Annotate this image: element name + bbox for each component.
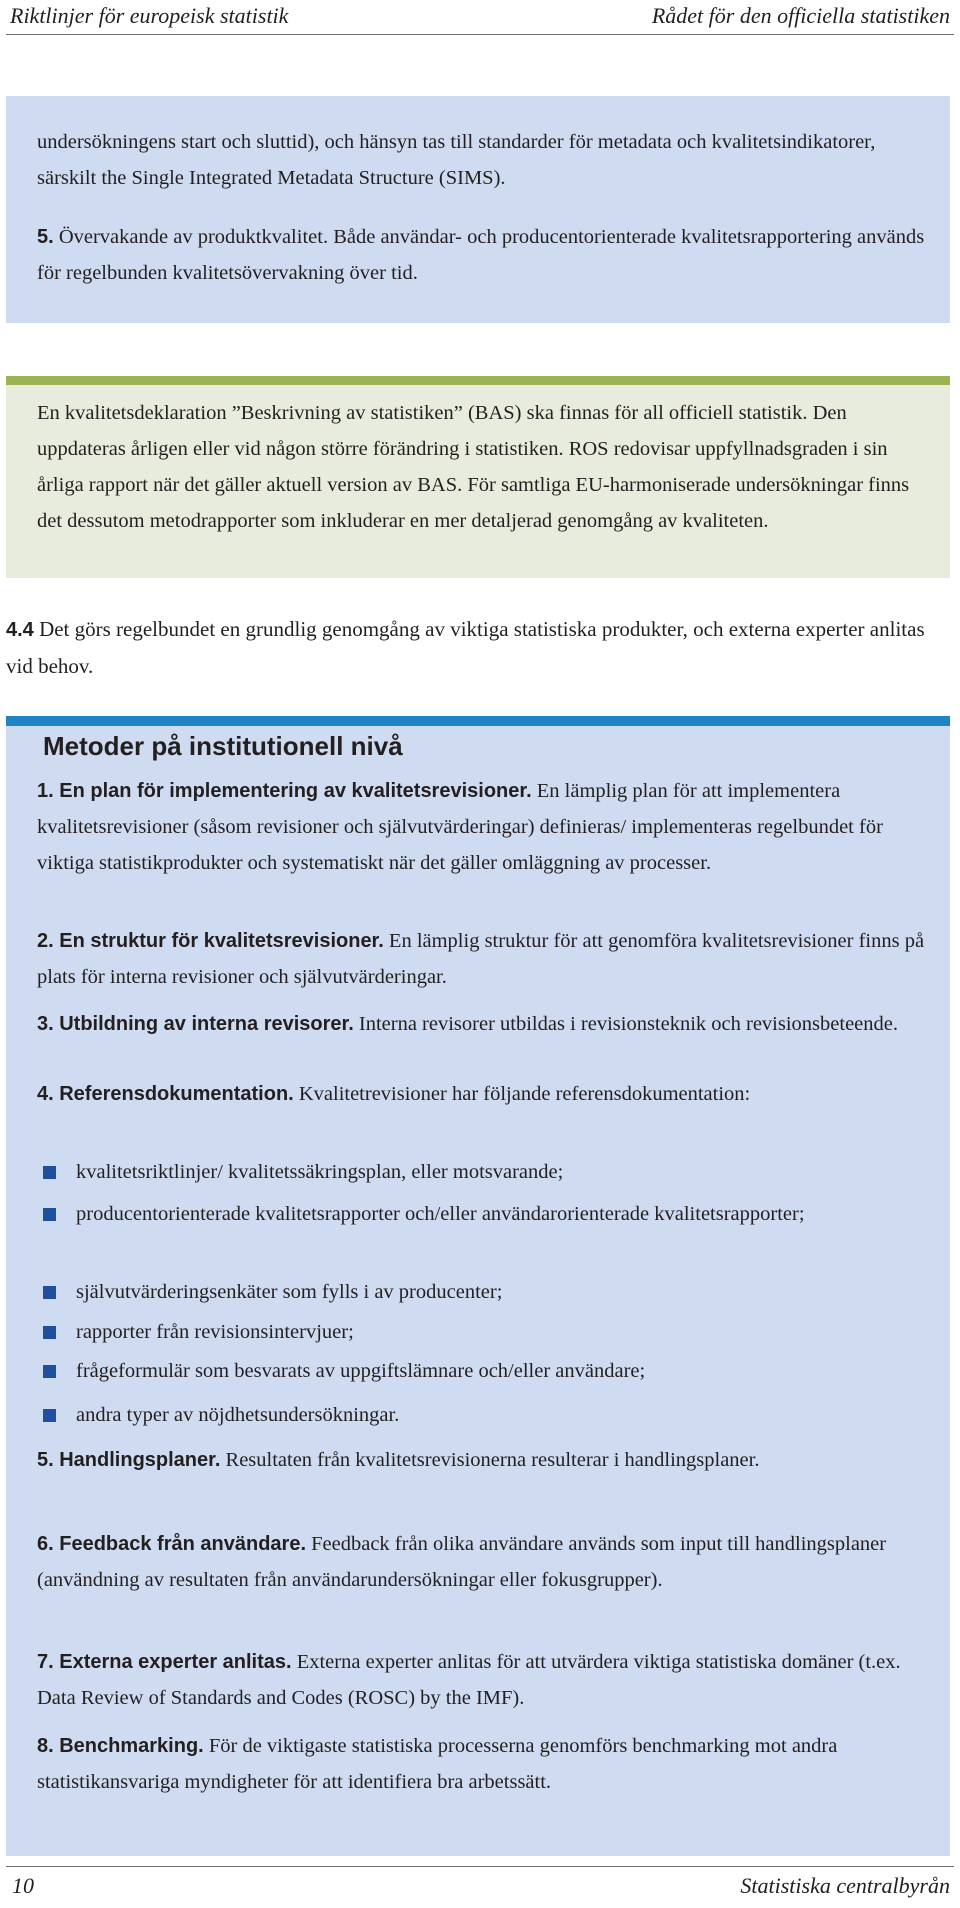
footer-rule: [6, 1866, 954, 1867]
method-item-lead: 4. Referensdokumentation.: [37, 1083, 294, 1105]
method-item-text: För de viktigaste statistiska processerna genomförs benchmarking mot andra statistikansvariga myndigheter för att identifiera bra arbetssätt.: [37, 1735, 838, 1793]
method-item-lead: 6. Feedback från användare.: [37, 1533, 307, 1555]
footer-publisher: Statistiska centralbyrån: [740, 1873, 950, 1898]
bullet-square-icon: [43, 1208, 56, 1221]
indicator-text: Det görs regelbundet en grundlig genomgång av viktiga statistiska produkter, och externa experter anlitas vid behov.: [6, 617, 925, 678]
method-item-3: [37, 1006, 935, 1042]
reference-bullet: andra typer av nöjdhetsundersökningar.: [43, 1397, 903, 1433]
reference-bullet: frågeformulär som besvarats av uppgiftslämnare och/eller användare;: [43, 1353, 903, 1389]
reference-bullet: självutvärderingsenkäter som fylls i av producenter;: [43, 1274, 903, 1310]
bullet-square-icon: [43, 1326, 56, 1339]
methods-box-top-bar: [6, 716, 950, 726]
box1-item-5-number: 5.: [37, 226, 54, 248]
page-number: 10: [12, 1873, 34, 1898]
box1-continuation: undersökningens start och sluttid), och hänsyn tas till standarder för metadata och kvalitetsindikatorer, särskilt the Single Integrated Metadata Structure (SIMS).: [37, 131, 876, 189]
method-item-6: [37, 1526, 935, 1598]
box1-item-5-lead: Övervakande av produktkvalitet.: [58, 226, 329, 248]
assessment-text: En kvalitetsdeklaration ”Beskrivning av statistiken” (BAS) ska finnas för all officiell statistik. Den uppdateras årligen eller vid någon större förändring i statistiken. ROS redovisar uppfyllnadsgraden i sin årliga rapport när det gäller aktuell version av BAS. För samtliga EU-harmoniserade undersökningar finns det dessutom metodrapporter som inkluderar en mer detaljerad genomgång av kvaliteten.: [37, 402, 910, 532]
bullet-square-icon: [43, 1166, 56, 1179]
methods-title: Metoder på institutionell nivå: [43, 731, 403, 761]
box1-item-5-text: Både användar- och producentorienterade kvalitetsrapportering används för regelbunden kvalitetsövervakning över tid.: [37, 226, 925, 284]
method-item-text: Resultaten från kvalitetsrevisionerna resulterar i handlingsplaner.: [225, 1449, 760, 1471]
method-item-lead: 3. Utbildning av interna revisorer.: [37, 1013, 354, 1035]
green-box-top-bar: [6, 376, 950, 385]
method-item-lead: 5. Handlingsplaner.: [37, 1449, 221, 1471]
header-rule: [6, 34, 954, 35]
method-item-text: En lämplig struktur för att genomföra kvalitetsrevisioner finns på plats för interna revisioner och självutvärderingar.: [37, 930, 925, 988]
bullet-square-icon: [43, 1409, 56, 1422]
method-item-1: [37, 773, 935, 881]
header-left-title: Riktlinjer för europeisk statistik: [10, 3, 289, 28]
method-item-lead: 1. En plan för implementering av kvalitetsrevisioner.: [37, 780, 532, 802]
indicator-number: 4.4: [6, 619, 34, 641]
method-item-7: [37, 1644, 935, 1716]
method-item-text: Feedback från olika användare används som input till handlingsplaner (användning av resultaten från användarundersökningar eller fokusgrupper).: [37, 1533, 887, 1591]
indicator-4-4: [6, 611, 936, 684]
box1-item-5: [37, 219, 935, 291]
method-item-lead: 2. En struktur för kvalitetsrevisioner.: [37, 930, 384, 952]
bullet-square-icon: [43, 1365, 56, 1378]
running-header: [6, 0, 950, 32]
method-item-8: [37, 1728, 935, 1800]
method-item-lead: 7. Externa experter anlitas.: [37, 1651, 292, 1673]
method-item-2: [37, 923, 935, 995]
method-item-text: En lämplig plan för att implementera kvalitetsrevisioner (såsom revisioner och självutvärderingar) definieras/ implementeras regelbundet för viktiga statistikprodukter och systematiskt när det gäller omläggning av processer.: [37, 780, 883, 874]
reference-bullet: rapporter från revisionsintervjuer;: [43, 1314, 903, 1350]
bullet-square-icon: [43, 1286, 56, 1299]
reference-bullet: producentorienterade kvalitetsrapporter och/eller användarorienterade kvalitetsrapporter;: [43, 1196, 903, 1232]
method-item-4: [37, 1076, 935, 1112]
reference-bullet: kvalitetsriktlinjer/ kvalitetssäkringsplan, eller motsvarande;: [43, 1154, 903, 1190]
method-item-text: Externa experter anlitas för att utvärdera viktiga statistiska domäner (t.ex. Data Review of Standards and Codes (ROSC) by the IMF).: [37, 1651, 901, 1709]
header-right-title: Rådet för den officiella statistiken: [651, 3, 950, 28]
method-item-text: Interna revisorer utbildas i revisionsteknik och revisionsbeteende.: [358, 1013, 898, 1035]
method-item-5: [37, 1442, 935, 1478]
method-item-text: Kvalitetrevisioner har följande referensdokumentation:: [298, 1083, 751, 1105]
method-item-lead: 8. Benchmarking.: [37, 1735, 204, 1757]
